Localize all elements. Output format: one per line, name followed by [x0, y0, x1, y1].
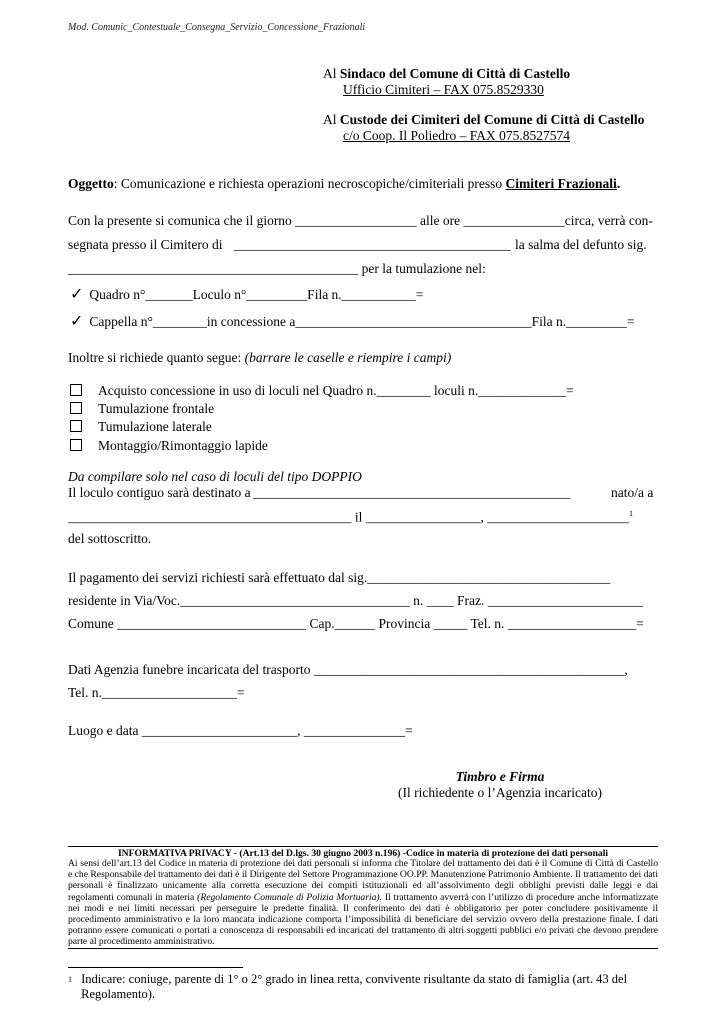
recipient-1-office: Ufficio Cimiteri – FAX 075.8529330: [343, 82, 544, 97]
double-line-2: __________________________________________ il _________________, _____________________$^1$: [68, 509, 634, 525]
agency-line-2: Tel. n.____________________=: [68, 685, 245, 700]
option-quadro: ✓ Quadro n°_______Loculo n°_________Fila n.___________=: [70, 286, 424, 303]
subject-line: Oggetto: Comunicazione e richiesta operazioni necroscopiche/cimiteriali presso Cimiteri Frazionali.: [68, 176, 621, 191]
recipient-1: Al Sindaco del Comune di Città di Castello: [323, 66, 571, 81]
checkmark-icon: ✓: [70, 313, 84, 330]
double-line-3: del sottoscritto.: [68, 531, 152, 546]
recipient-2: Al Custode dei Cimiteri del Comune di Città di Castello: [323, 112, 645, 127]
double-line-1: Il loculo contiguo sarà destinato a _______________________________________________ nato/a a: [68, 485, 654, 500]
recipient-2-office: c/o Coop. Il Poliedro – FAX 075.8527574: [343, 128, 570, 143]
checkmark-icon: ✓: [70, 286, 84, 303]
payment-line-3: Comune ____________________________ Cap.______ Provincia _____ Tel. n. ___________________=: [68, 616, 644, 631]
checkbox[interactable]: [70, 439, 82, 451]
agency-line-1: Dati Agenzia funebre incaricata del trasporto ______________________________________________,: [68, 662, 628, 677]
body-line-3: ___________________________________________ per la tumulazione nel:: [68, 261, 486, 276]
form-model-code: Mod. Comunic_Contestuale_Consegna_Servizio_Concessione_Frazionali: [68, 22, 366, 33]
extra-item: Tumulazione laterale: [70, 419, 212, 435]
double-title: Da compilare solo nel caso di loculi del tipo DOPPIO: [68, 469, 362, 484]
signature-sub: (Il richiedente o l’Agenzia incaricato): [398, 785, 602, 800]
body-line-1: Con la presente si comunica che il giorno __________________ alle ore _______________circa, verrà con-: [68, 213, 653, 228]
divider: [68, 948, 658, 949]
checkbox[interactable]: [70, 402, 82, 414]
checkbox[interactable]: [70, 384, 82, 396]
footnote-ref: 1: [629, 509, 634, 518]
option-cappella: ✓ Cappella n°________in concessione a___________________________________Fila n._________=: [70, 313, 635, 330]
extra-item: Tumulazione frontale: [70, 401, 214, 417]
footnote: $^1$ Indicare: coniuge, parente di 1° o 2° grado in linea retta, convivente risultante da stato di famiglia (art. 43 del Regolamento).: [68, 972, 628, 1001]
body-line-2: segnata presso il Cimitero di _________________________________________ la salma del defunto sig.: [68, 237, 647, 252]
privacy-title: INFORMATIVA PRIVACY - (Art.13 del D.lgs. 30 giugno 2003 n.196) -Codice in materia di protezione dei dati personali: [117, 848, 609, 859]
signature-title: Timbro e Firma: [455, 769, 545, 784]
extra-intro: Inoltre si richiede quanto segue: (barrare le caselle e riempire i campi): [68, 350, 452, 365]
footnote-rule: [68, 967, 243, 968]
divider: [68, 846, 658, 847]
payment-line-1: Il pagamento dei servizi richiesti sarà effettuato dal sig.____________________________________: [68, 570, 611, 585]
place-date: Luogo e data _______________________, _______________=: [68, 723, 413, 738]
extra-item: Acquisto concessione in uso di loculi nel Quadro n.________ loculi n._____________=: [70, 383, 574, 399]
checkbox[interactable]: [70, 420, 82, 432]
extra-item: Montaggio/Rimontaggio lapide: [70, 438, 268, 454]
privacy-text: Ai sensi dell’art.13 del Codice in materia di protezione dei dati personali si informa che Titolare del trattamento dei dati è il Comune di Città di Castello e che Responsabile del trattamento dei dati è il Dirigente del Settore Programmazione OO.PP. Manutenzione Patrimonio Ambiente. Il trattamento dei dati personali è finalizzato unicamente alla corretta esecuzione dei compiti istituzionali ed all’assolvimento degli obblighi previsti dalle leggi e dai regolamenti comunali in materia (Regolamento Comunale di Polizia Mortuaria). Il trattamento avverrà con l’utilizzo di procedure anche informatizzate nei modi e nei limiti necessari per perseguire le predette finalità. Il conferimento dei dati è obbligatorio per poter concludere positivamente il procedimento amministrativo e la loro mancata indicazione comporta l’impossibilità di beneficiare del servizio ovvero della prestazione finale. I dati potranno essere comunicati o portati a conoscenza di responsabili ed incaricati del trattamento di altri soggetti pubblici e/o privati che devono prendere parte al procedimento amministrativo.: [68, 858, 658, 948]
payment-line-2: residente in Via/Voc.__________________________________ n. ____ Fraz. _______________________: [68, 593, 644, 608]
